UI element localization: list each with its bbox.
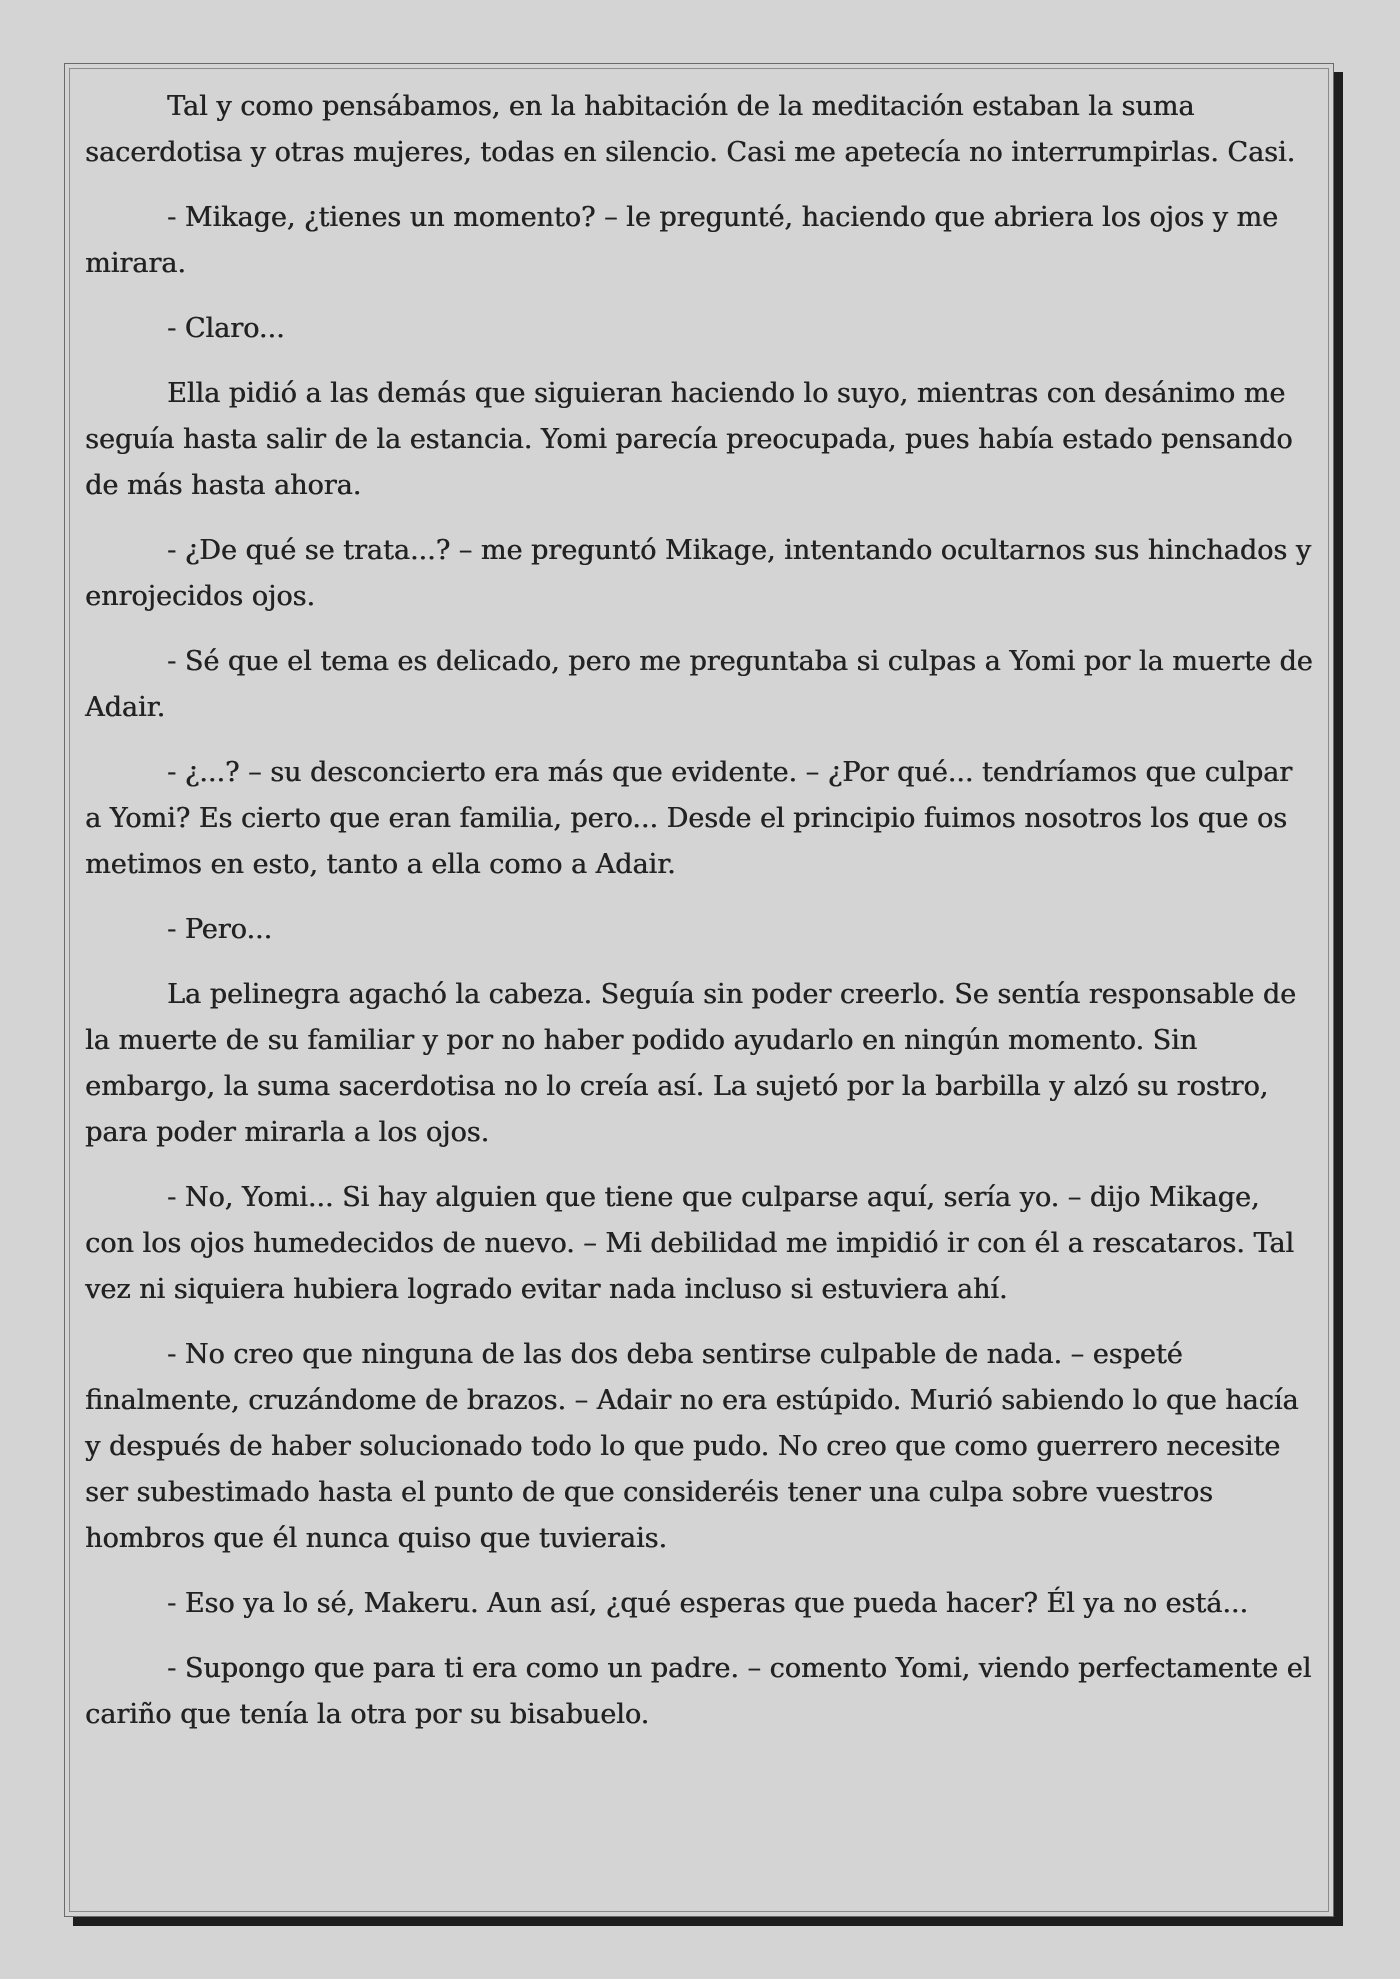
- paragraph: - ¿De qué se trata...? – me preguntó Mikage, intentando ocultarnos sus hinchados y enrojecidos ojos.: [85, 535, 1311, 612]
- paragraph: - Pero...: [167, 914, 273, 945]
- paragraph: - Sé que el tema es delicado, pero me preguntaba si culpas a Yomi por la muerte de Adair.: [85, 646, 1313, 723]
- paragraph: - Eso ya lo sé, Makeru. Aun así, ¿qué esperas que pueda hacer? Él ya no está...: [167, 1588, 1248, 1619]
- paragraph: Ella pidió a las demás que siguieran haciendo lo suyo, mientras con desánimo me seguía hasta salir de la estancia. Yomi parecía preocupada, pues había estado pensando de más hasta ahora.: [85, 378, 1293, 501]
- page-frame: [64, 63, 1334, 1917]
- paragraph: - ¿...? – su desconcierto era más que evidente. – ¿Por qué... tendríamos que culpar a Yomi? Es cierto que eran familia, pero... Desde el principio fuimos nosotros los que os metimos en esto, tanto a ella como a Adair.: [85, 757, 1293, 880]
- paragraph: - No creo que ninguna de las dos deba sentirse culpable de nada. – espeté finalmente, cruzándome de brazos. – Adair no era estúpido. Murió sabiendo lo que hacía y después de haber solucionado todo lo que pudo. No creo que como guerrero necesite ser subestimado hasta el punto de que consideréis tener una culpa sobre vuestros hombros que él nunca quiso que tuvierais.: [85, 1339, 1299, 1554]
- paragraph: - No, Yomi... Si hay alguien que tiene que culparse aquí, sería yo. – dijo Mikage, con los ojos humedecidos de nuevo. – Mi debilidad me impidió ir con él a rescataros. Tal vez ni siquiera hubiera logrado evitar nada incluso si estuviera ahí.: [85, 1182, 1294, 1305]
- paragraph: - Supongo que para ti era como un padre. – comento Yomi, viendo perfectamente el cariño que tenía la otra por su bisabuelo.: [85, 1653, 1312, 1730]
- paragraph: - Claro...: [167, 313, 285, 344]
- paragraph: Tal y como pensábamos, en la habitación de la meditación estaban la suma sacerdotisa y otras mujeres, todas en silencio. Casi me apetecía no interrumpirlas. Casi.: [85, 91, 1296, 168]
- paragraph: La pelinegra agachó la cabeza. Seguía sin poder creerlo. Se sentía responsable de la muerte de su familiar y por no haber podido ayudarlo en ningún momento. Sin embargo, la suma sacerdotisa no lo creía así. La sujetó por la barbilla y alzó su rostro, para poder mirarla a los ojos.: [85, 979, 1296, 1148]
- document-body: [85, 84, 1315, 1757]
- paragraph: - Mikage, ¿tienes un momento? – le pregunté, haciendo que abriera los ojos y me mirara.: [85, 202, 1278, 279]
